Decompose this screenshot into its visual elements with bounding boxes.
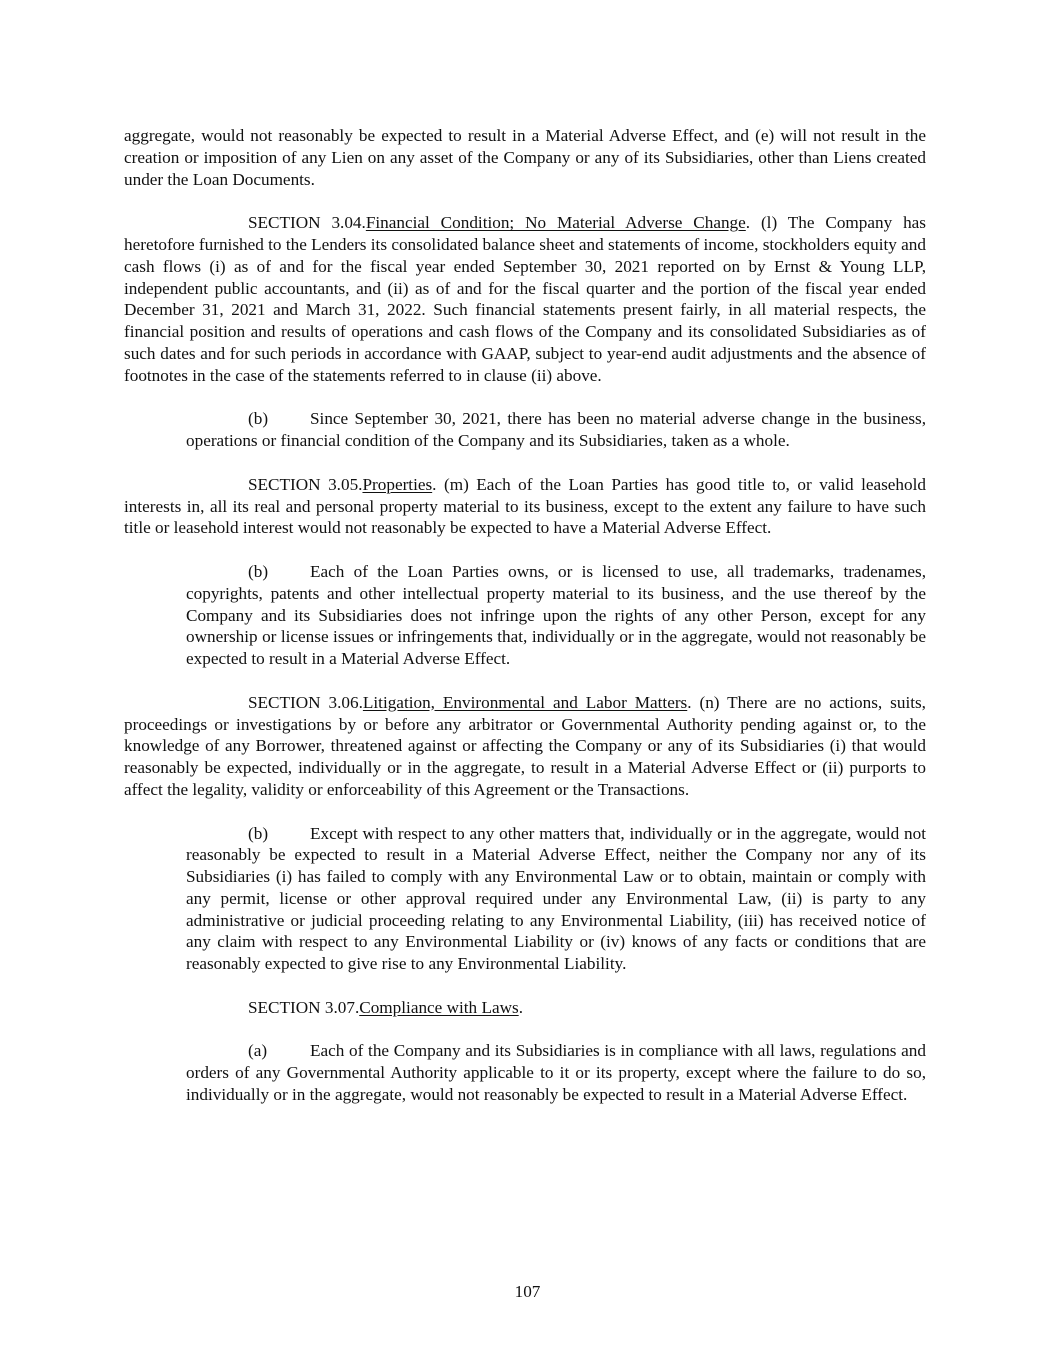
section-body: . (n) There are no actions, suits, proceedings or investigations by or before any arbitrator or Governmental Authority pending against or, to the knowledge of any Borrower, threatened against or affecting the Company or any of its Subsidiaries (i) that would reasonably be expected, individually or in the aggregate, to result in a Material Adverse Effect or (ii) purports to affect the legality, validity or enforceability of this Agreement or the Transactions. <box>124 692 926 799</box>
clause-text: Each of the Loan Parties owns, or is licensed to use, all trademarks, tradenames, copyrights, patents and other intellectual property material to its business, and the use thereof by the Company and its Subsidiaries does not infringe upon the rights of any other Person, except for any ownership or license issues or infringements that, individually or in the aggregate, would not reasonably be expected to result in a Material Adverse Effect. <box>186 561 926 669</box>
section-3-07-a <box>186 1040 926 1105</box>
clause-text: Except with respect to any other matters that, individually or in the aggregate, would not reasonably be expected to result in a Material Adverse Effect, neither the Company nor any of its Subsidiaries (i) has failed to comply with any Environmental Law or to obtain, maintain or comply with any permit, license or other approval required under any Environmental Law, (ii) is party to any administrative or judicial proceeding relating to any Environmental Liability, (iii) has received notice of any claim with respect to any Environmental Liability or (iv) knows of any facts or conditions that are reasonably expected to give rise to any Environmental Liability. <box>186 823 926 974</box>
continuation-paragraph: aggregate, would not reasonably be expected to result in a Material Adverse Effect, and (e) will not result in the creation or imposition of any Lien on any asset of the Company or any of its Subsidiaries, other than Liens created under the Loan Documents. <box>124 126 926 189</box>
section-title: Litigation, Environmental and Labor Matters <box>362 692 688 712</box>
section-3-05 <box>124 474 926 539</box>
section-3-06-b <box>186 823 926 976</box>
section-3-05-b <box>186 561 926 670</box>
section-title: Financial Condition; No Material Adverse Change <box>365 213 746 233</box>
clause-label: (b) <box>248 561 269 581</box>
clause-text: Each of the Company and its Subsidiaries is in compliance with all laws, regulations and orders of any Governmental Authority applicable to it or its property, except where the failure to do so, individually or in the aggregate, would not reasonably be expected to result in a Material Adverse Effect. <box>186 1041 926 1105</box>
clause-label: (b) <box>248 409 269 429</box>
section-number: SECTION 3.04. <box>248 213 366 233</box>
section-number: SECTION 3.07. <box>248 997 360 1017</box>
section-3-04 <box>124 212 926 386</box>
section-body: . <box>518 997 523 1017</box>
section-3-04-b <box>186 408 926 452</box>
section-3-06 <box>124 692 926 801</box>
clause-label: (a) <box>248 1041 268 1061</box>
clause-label: (b) <box>248 823 269 843</box>
section-title: Compliance with Laws <box>359 997 519 1017</box>
page-number: 107 <box>514 1282 541 1301</box>
section-number: SECTION 3.06. <box>248 692 363 712</box>
section-title: Properties <box>362 474 433 494</box>
section-3-07 <box>186 997 926 1019</box>
section-body: . (m) Each of the Loan Parties has good title to, or valid leasehold interests in, all its real and personal property material to its business, except to the extent any failure to have such title or leasehold interest would not reasonably be expected to have a Material Adverse Effect. <box>124 474 926 538</box>
section-body: . (l) The Company has heretofore furnished to the Lenders its consolidated balance sheet and statements of income, stockholders equity and cash flows (i) as of and for the fiscal year ended September 30, 2021 reported on by Ernst & Young LLP, independent public accountants, and (ii) as of and for the fiscal quarter and the portion of the fiscal year ended December 31, 2021 and March 31, 2022. Such financial statements present fairly, in all material respects, the financial position and results of operations and cash flows of the Company and its consolidated Subsidiaries as of such dates and for such periods in accordance with GAAP, subject to year-end audit adjustments and the absence of footnotes in the case of the statements referred to in clause (ii) above. <box>124 213 926 385</box>
section-number: SECTION 3.05. <box>248 474 363 494</box>
clause-text: Since September 30, 2021, there has been no material adverse change in the business, operations or financial condition of the Company and its Subsidiaries, taken as a whole. <box>186 409 926 451</box>
document-page <box>124 125 926 1106</box>
